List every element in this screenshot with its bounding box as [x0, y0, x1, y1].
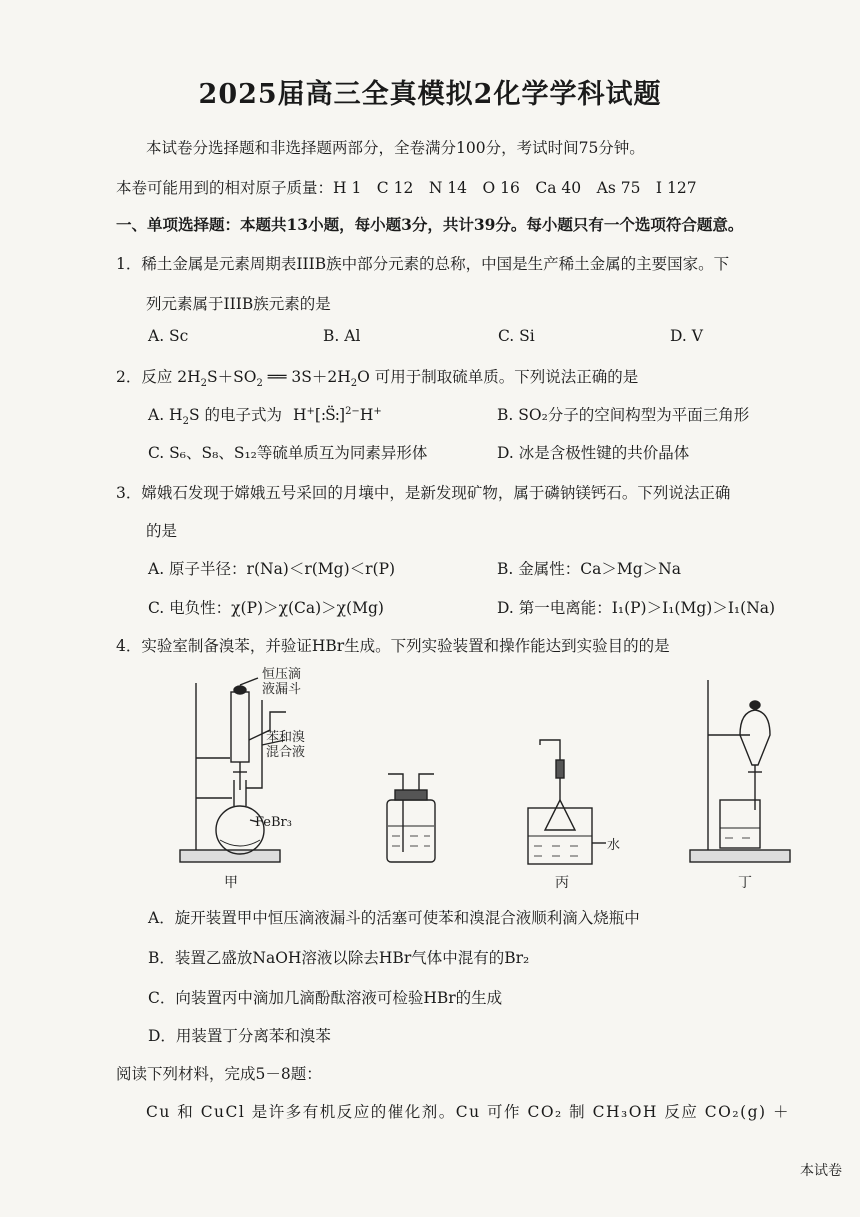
caption-bing: 丙 [555, 875, 569, 891]
reading-instruction: 阅读下列材料，完成5－8题： [116, 1065, 322, 1083]
q4-stem: 4．实验室制备溴苯，并验证HBr生成。下列实验装置和操作能达到实验目的的是 [116, 637, 670, 655]
q3-option-a: A. 原子半径：r(Na)＜r(Mg)＜r(P) [148, 560, 396, 578]
q3-option-c: C. 电负性：χ(P)＞χ(Ca)＞χ(Mg) [148, 599, 384, 617]
q1-stem-line2: 列元素属于IIIB族元素的是 [146, 295, 331, 313]
q2-option-d: D. 冰是含极性键的共价晶体 [497, 444, 690, 462]
q2-stem-post: 可用于制取硫单质。下列说法正确的是 [374, 368, 639, 386]
q2-stem-pre: 2．反应 2H [116, 368, 201, 386]
label-funnel-line1: 恒压滴 [262, 667, 302, 682]
section-heading: 一、单项选择题：本题共13小题，每小题3分，共计39分。每小题只有一个选项符合题意。 [116, 215, 744, 234]
caption-ding: 丁 [738, 875, 752, 891]
q3-stem-line2: 的是 [146, 522, 178, 540]
q2-option-a: A. $H_2S$ 的电子式为 H+[:S̈:]$^{2-}$H+ [148, 405, 382, 428]
material-text: Cu 和 CuCl 是许多有机反应的催化剂。Cu 可作 CO₂ 制 CH₃OH 反应 CO₂(g) ＋ [146, 1103, 791, 1121]
exam-intro: 本试卷分选择题和非选择题两部分，全卷满分100分，考试时间75分钟。 [146, 139, 645, 157]
q4-option-a: A．旋开装置甲中恒压滴液漏斗的活塞可使苯和溴混合液顺利滴入烧瓶中 [148, 909, 640, 927]
q2-option-b: B. SO₂分子的空间构型为平面三角形 [497, 406, 750, 424]
q3-stem-line1: 3．嫦娥石发现于嫦娥五号采回的月壤中，是新发现矿物，属于磷钠镁钙石。下列说法正确 [116, 484, 731, 502]
label-mixture-line1: 苯和溴 [266, 730, 306, 745]
q3-option-b: B. 金属性：Ca＞Mg＞Na [497, 560, 681, 578]
label-water: 水 [607, 838, 621, 853]
q1-option-d: D. V [670, 327, 703, 345]
q1-option-b: B. Al [323, 327, 361, 345]
caption-jia: 甲 [224, 875, 238, 891]
q2-option-a-pre: A. H [148, 406, 183, 424]
q1-option-c: C. Si [498, 327, 535, 345]
q2-option-c: C. S₆、S₈、S₁₂等硫单质互为同素异形体 [148, 444, 428, 462]
q1-stem-line1: 1．稀土金属是元素周期表IIIB族中部分元素的总称，中国是生产稀土金属的主要国家。下 [116, 255, 730, 273]
q4-option-b: B．装置乙盛放NaOH溶液以除去HBr气体中混有的Br₂ [148, 949, 530, 967]
q2-stem: 2．反应 $2H_2S+SO_2$ ══ $3S+2H_2O$ 可用于制取硫单质。下列说法正确的是 [116, 368, 639, 390]
q2-option-a-post: S 的电子式为 [188, 406, 282, 424]
q4-option-d: D．用装置丁分离苯和溴苯 [148, 1027, 331, 1045]
label-febr3: FeBr₃ [255, 815, 292, 830]
label-funnel-line2: 液漏斗 [262, 682, 302, 697]
page-title: 2025届高三全真模拟2化学学科试题 [198, 79, 662, 110]
q4-option-c: C．向装置丙中滴加几滴酚酞溶液可检验HBr的生成 [148, 989, 503, 1007]
label-mixture-line2: 混合液 [266, 745, 306, 760]
page-footer: 本试卷 [800, 1163, 842, 1179]
q3-option-d: D. 第一电离能：I₁(P)＞I₁(Mg)＞I₁(Na) [497, 599, 776, 617]
q1-option-a: A. Sc [148, 327, 189, 345]
electron-formula: H+[:S̈:]$^{2-}$H+ [292, 405, 382, 424]
atomic-mass-note: 本卷可能用到的相对原子质量：H 1 C 12 N 14 O 16 Ca 40 As 75 I 127 [116, 179, 697, 197]
